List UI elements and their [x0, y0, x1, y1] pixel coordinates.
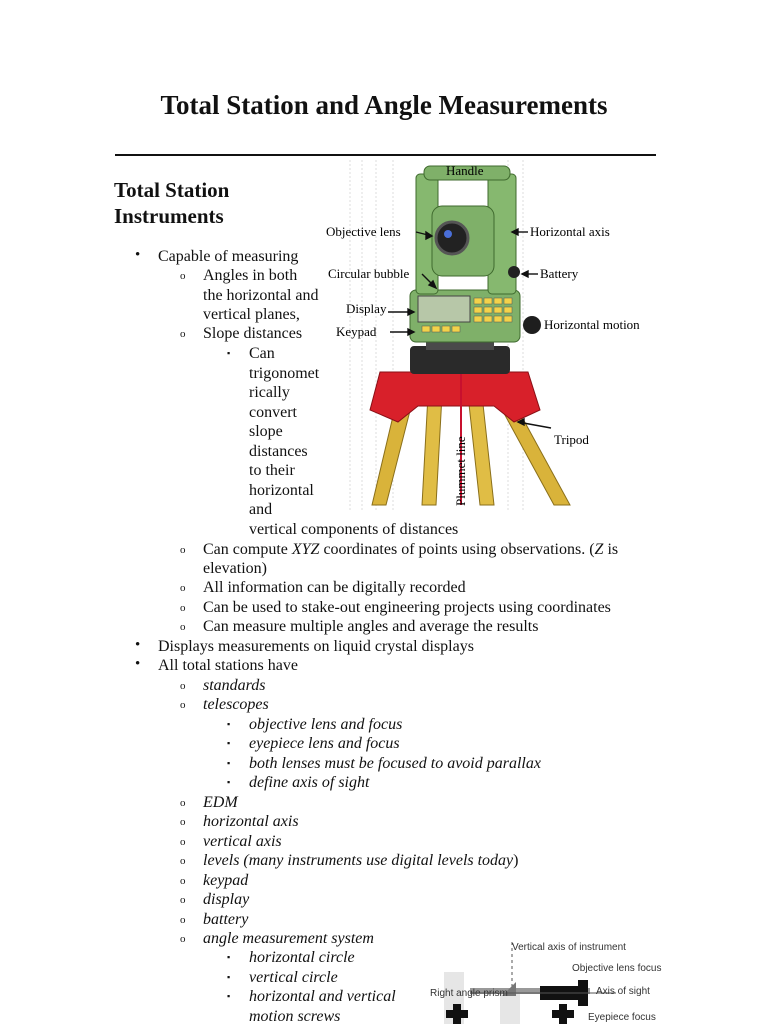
- total-station-figure: [318, 160, 658, 510]
- tripod-head: [370, 372, 540, 422]
- bullet-square-icon: ▪: [227, 972, 231, 982]
- vaxis-text: vertical axis: [203, 833, 282, 850]
- label-horizontal-motion: Horizontal motion: [544, 317, 640, 332]
- trig-line-8: horizontal: [249, 482, 314, 499]
- label-circular-bubble: Circular bubble: [328, 266, 410, 281]
- horizontal-motion-knob: [523, 316, 541, 334]
- objective-text: objective lens and focus: [249, 716, 403, 733]
- trig-line-5: slope: [249, 423, 283, 440]
- section-heading-line2: Instruments: [114, 204, 224, 228]
- label-vertical-axis: Vertical axis of instrument: [512, 942, 626, 953]
- label-battery: Battery: [540, 266, 579, 281]
- bullet-square-icon: ▪: [227, 348, 231, 358]
- angles-line-1: Angles in both: [203, 267, 298, 284]
- trig-line-7: to their: [249, 462, 295, 479]
- hv-text: horizontal and vertical: [249, 988, 396, 1005]
- bullet-circle-icon: o: [180, 894, 186, 906]
- label-display: Display: [346, 301, 387, 316]
- bullet-circle-icon: o: [180, 582, 186, 594]
- label-handle: Handle: [446, 163, 484, 178]
- bullet-dot-icon: •: [135, 247, 141, 263]
- define-text: define axis of sight: [249, 774, 370, 791]
- capable-text: Capable of measuring: [158, 248, 299, 265]
- telescopes-text: telescopes: [203, 696, 269, 713]
- hcircle-text: horizontal circle: [249, 949, 355, 966]
- title-rule: [115, 154, 656, 156]
- telescope-axes-figure: [420, 936, 670, 1024]
- bullet-circle-icon: o: [180, 914, 186, 926]
- bullet-square-icon: ▪: [227, 758, 231, 768]
- label-objective-lens: Objective lens: [326, 224, 401, 239]
- angles-line-2: the horizontal and: [203, 287, 319, 304]
- bullet-circle-icon: o: [180, 328, 186, 340]
- battery-knob: [508, 266, 520, 278]
- digital-text: All information can be digitally recorded: [203, 579, 466, 596]
- multiple-text: Can measure multiple angles and average the results: [203, 618, 539, 635]
- label-plummet-line: Plummet line: [453, 436, 468, 506]
- both-lenses-text: both lenses must be focused to avoid parallax: [249, 755, 541, 772]
- bullet-circle-icon: o: [180, 544, 186, 556]
- bullet-square-icon: ▪: [227, 738, 231, 748]
- trig-line-1: Can: [249, 345, 275, 362]
- label-horizontal-axis: Horizontal axis: [530, 224, 610, 239]
- standards-text: standards: [203, 677, 266, 694]
- display-screen: [418, 296, 470, 322]
- all-have-text: All total stations have: [158, 657, 298, 674]
- label-keypad: Keypad: [336, 324, 377, 339]
- label-eyepiece-focus: Eyepiece focus: [588, 1012, 656, 1023]
- label-objective-focus: Objective lens focus: [572, 963, 662, 974]
- xyz-line-1: Can compute XYZ coordinates of points using observations. (Z is: [203, 541, 619, 558]
- bullet-circle-icon: o: [180, 680, 186, 692]
- lcd-text: Displays measurements on liquid crystal displays: [158, 638, 474, 655]
- display-text: display: [203, 891, 250, 908]
- motion-text: motion screws: [249, 1008, 341, 1025]
- bullet-circle-icon: o: [180, 816, 186, 828]
- label-tripod: Tripod: [554, 432, 589, 447]
- battery-text: battery: [203, 911, 249, 928]
- bullet-dot-icon: •: [135, 656, 141, 672]
- trig-line-9: and: [249, 501, 273, 518]
- bullet-circle-icon: o: [180, 797, 186, 809]
- bullet-circle-icon: o: [180, 699, 186, 711]
- trig-line-4: convert: [249, 404, 297, 421]
- trig-line-10: vertical components of distances: [249, 521, 459, 538]
- eyepiece-text: eyepiece lens and focus: [249, 735, 400, 752]
- stake-text: Can be used to stake-out engineering projects using coordinates: [203, 599, 611, 616]
- haxis-text: horizontal axis: [203, 813, 299, 830]
- trig-line-3: rically: [249, 384, 290, 401]
- bullet-square-icon: ▪: [227, 719, 231, 729]
- bullet-circle-icon: o: [180, 270, 186, 282]
- section-heading-line1: Total Station: [114, 178, 230, 202]
- trig-line-2: trigonomet: [249, 365, 320, 382]
- objective-lens-shape: [436, 222, 468, 254]
- tribrach: [410, 346, 510, 374]
- slope-text: Slope distances: [203, 325, 303, 342]
- bullet-square-icon: ▪: [227, 777, 231, 787]
- bullet-circle-icon: o: [180, 602, 186, 614]
- xyz-line-2: elevation): [203, 560, 267, 577]
- bullet-circle-icon: o: [180, 836, 186, 848]
- bullet-circle-icon: o: [180, 855, 186, 867]
- vcircle-text: vertical circle: [249, 969, 338, 986]
- label-prism: Right angle prism: [430, 988, 508, 999]
- levels-text: levels (many instruments use digital levels today): [203, 852, 519, 869]
- bullet-circle-icon: o: [180, 621, 186, 633]
- trig-line-6: distances: [249, 443, 308, 460]
- angles-line-3: vertical planes,: [203, 306, 300, 323]
- angle-system-text: angle measurement system: [203, 930, 374, 947]
- bullet-circle-icon: o: [180, 933, 186, 945]
- bullet-circle-icon: o: [180, 875, 186, 887]
- section-heading: [114, 177, 229, 229]
- page-title: Total Station and Angle Measurements: [160, 90, 608, 120]
- label-axis-of-sight: Axis of sight: [596, 986, 650, 997]
- bullet-dot-icon: •: [135, 637, 141, 653]
- edm-text: EDM: [203, 794, 238, 811]
- bullet-square-icon: ▪: [227, 952, 231, 962]
- keypad-text: keypad: [203, 872, 249, 889]
- bullet-square-icon: ▪: [227, 991, 231, 1001]
